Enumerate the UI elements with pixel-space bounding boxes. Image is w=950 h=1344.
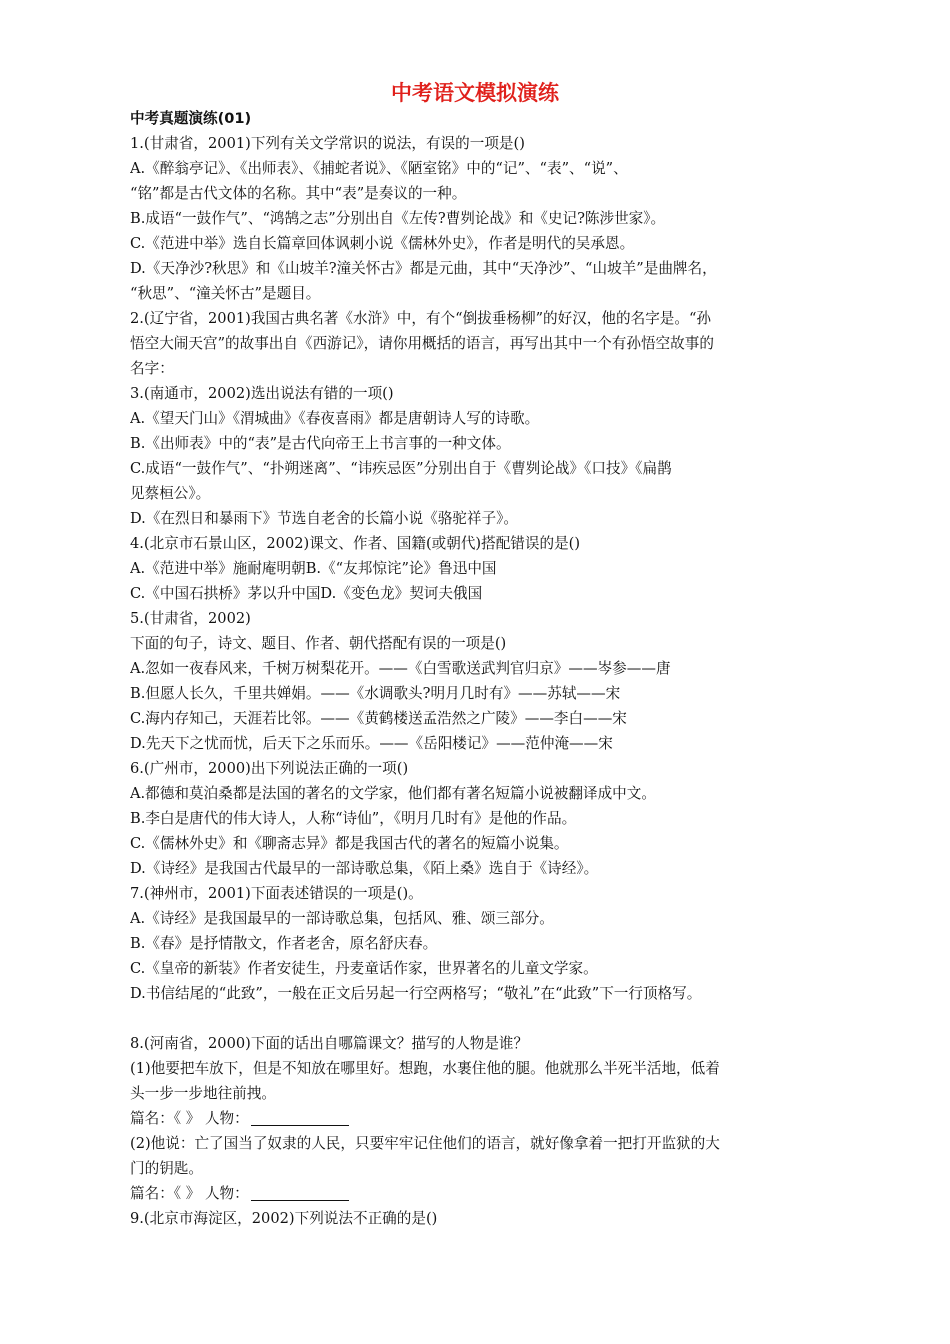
text-line: 9.(北京市海淀区，2002)下列说法不正确的是() [130,1210,438,1227]
question-block-9 [130,1206,830,1231]
paragraph-gap [130,1006,830,1031]
text-line: 7.(神州市，2001)下面表述错误的一项是()。 [130,885,423,902]
answer-blank-2[interactable] [251,1184,349,1201]
text-line: D.先天下之忧而忧，后天下之乐而乐。——《岳阳楼记》——范仲淹——宋 [130,735,613,752]
text-line: B.《出师表》中的“表”是古代向帝王上书言事的一种文体。 [130,435,511,452]
document-body [130,106,830,1231]
text-line: “秋思”、“潼关怀古”是题目。 [130,285,321,302]
text-line: D.《天净沙?秋思》和《山坡羊?潼关怀古》都是元曲，其中“天净沙”、“山坡羊”是曲牌名， [130,260,717,277]
text-line: D.《诗经》是我国古代最早的一部诗歌总集，《陌上桑》选自于《诗经》。 [130,860,599,877]
text-line: C.《中国石拱桥》茅以升中国D.《变色龙》契诃夫俄国 [130,585,483,602]
text-line: A.《范进中举》施耐庵明朝B.《“友邦惊诧”论》鲁迅中国 [130,560,497,577]
text-line: B.《春》是抒情散文，作者老舍，原名舒庆春。 [130,935,438,952]
text-line: 4.(北京市石景山区，2002)课文、作者、国籍(或朝代)搭配错误的是() [130,535,581,552]
text-line: A.《诗经》是我国最早的一部诗歌总集，包括风、雅、颂三部分。 [130,910,554,927]
text-line: “铭”都是古代文体的名称。其中“表”是奏议的一种。 [130,185,467,202]
question-block-8 [130,1031,830,1106]
answer-line-2 [130,1181,830,1206]
question-block-1-7 [130,131,830,1006]
text-line: A.忽如一夜春风来，千树万树梨花开。——《白雪歌送武判官归京》——岑参——唐 [130,660,671,677]
text-line: 5.(甘肃省，2002) [130,610,251,627]
text-line: D.《在烈日和暴雨下》节选自老舍的长篇小说《骆驼祥子》。 [130,510,518,527]
text-line: D.书信结尾的“此致”，一般在正文后另起一行空两格写；“敬礼”在“此致”下一行顶格写。 [130,985,702,1002]
text-line: C.《范进中举》选自长篇章回体讽刺小说《儒林外史》，作者是明代的吴承恩。 [130,235,635,252]
text-line: B.成语“一鼓作气”、“鸿鹄之志”分别出自《左传?曹刿论战》和《史记?陈涉世家》。 [130,210,666,227]
question-block-8-2 [130,1131,830,1181]
text-line: 6.(广州市，2000)出下列说法正确的一项() [130,760,409,777]
text-line: 下面的句子，诗文、题目、作者、朝代搭配有误的一项是() [130,635,507,652]
text-line: 1.(甘肃省，2001)下列有关文学常识的说法，有误的一项是() [130,135,525,152]
text-line: 见蔡桓公》。 [130,485,211,502]
answer-line-1 [130,1106,830,1131]
text-line: C.海内存知己，天涯若比邻。——《黄鹤楼送孟浩然之广陵》——李白——宋 [130,710,627,727]
text-line: 头一步一步地往前拽。 [130,1085,276,1102]
text-line: 2.(辽宁省，2001)我国古典名著《水浒》中，有个“倒拔垂杨柳”的好汉，他的名字是。“孙 [130,310,712,327]
answer-label-1: 篇名：《 》 人物： [130,1110,249,1127]
text-line: A.《望天门山》《渭城曲》《春夜喜雨》都是唐朝诗人写的诗歌。 [130,410,540,427]
answer-label-2: 篇名：《 》 人物： [130,1185,249,1202]
text-line: C.《皇帝的新装》作者安徒生，丹麦童话作家，世界著名的儿童文学家。 [130,960,598,977]
text-line: B.但愿人长久，千里共婵娟。——《水调歌头?明月几时有》——苏轼——宋 [130,685,621,702]
answer-blank-1[interactable] [251,1109,349,1126]
text-line: B.李白是唐代的伟大诗人，人称“诗仙”，《明月几时有》是他的作品。 [130,810,577,827]
text-line: 3.(南通市，2002)选出说法有错的一项() [130,385,394,402]
text-line: (2)他说：亡了国当了奴隶的人民，只要牢牢记住他们的语言，就好像拿着一把打开监狱的大 [130,1135,720,1152]
text-line: C.《儒林外史》和《聊斋志异》都是我国古代的著名的短篇小说集。 [130,835,569,852]
text-line: 门的钥匙。 [130,1160,203,1177]
text-line: A.《醉翁亭记》、《出师表》、《捕蛇者说》、《陋室铭》中的“记”、“表”、“说”、 [130,160,628,177]
text-line: 悟空大闹天宫”的故事出自《西游记》，请你用概括的语言，再写出其中一个有孙悟空故事的 [130,335,714,352]
text-line: C.成语“一鼓作气”、“扑朔迷离”、“讳疾忌医”分别出自于《曹刿论战》《口技》《扁鹊 [130,460,672,477]
document-title: 中考语文模拟演练 [391,81,559,105]
text-line: (1)他要把车放下，但是不知放在哪里好。想跑，水裹住他的腿。他就那么半死半活地，低着 [130,1060,720,1077]
text-line: A.都德和莫泊桑都是法国的著名的文学家，他们都有著名短篇小说被翻译成中文。 [130,785,656,802]
text-line: 8.(河南省，2000)下面的话出自哪篇课文？描写的人物是谁？ [130,1035,529,1052]
text-line: 名字： [130,360,174,377]
section-heading: 中考真题演练(01) [130,110,252,127]
